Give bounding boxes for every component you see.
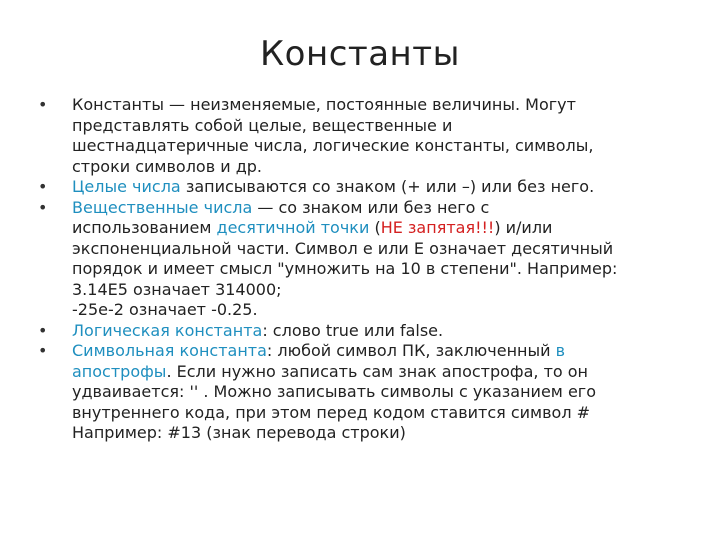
text-segment: порядок и имеет смысл "умножить на 10 в степени". Например: [72,259,618,278]
slide-title: Константы [260,34,460,74]
bullet-item [38,177,688,198]
bullet-item [38,321,688,342]
bullet-line [72,198,688,219]
bullet-line [72,177,688,198]
bullet-line [72,423,688,444]
bullet-dot-icon: • [38,341,48,360]
warning-text: НЕ запятая!!! [380,218,495,237]
highlighted-term: апострофы [72,361,167,381]
bullet-line [72,157,688,178]
highlighted-term: Символьная константа [72,341,267,360]
highlighted-term: Логическая константа [72,320,263,340]
text-segment: ) и/или [494,218,553,237]
bullet-dot-icon: • [38,177,48,196]
text-segment: записываются со знаком (+ или –) или без него. [180,177,595,196]
text-segment: : любой символ ПК, заключенный [266,341,556,360]
highlighted-term: Целые числа [72,177,181,196]
text-segment: использованием [72,218,217,237]
bullet-line [72,280,688,301]
highlighted-term: Вещественные числа [72,197,253,217]
text-segment: удваивается: '' . Можно записывать символы с указанием его [72,382,596,401]
text-segment: . Если нужно записать сам знак апострофа, то он [166,361,589,381]
text-segment: шестнадцатеричные числа, логические константы, символы, [72,136,594,155]
bullet-line [72,341,688,362]
bullet-dot-icon: • [38,95,48,114]
bullet-list [38,95,688,444]
bullet-item [38,198,688,321]
highlighted-term: в [555,341,566,360]
bullet-line [72,300,688,321]
bullet-item [38,95,688,177]
text-segment: — со знаком или без него с [252,197,490,217]
text-segment: : слово true или false. [262,320,444,340]
bullet-item [38,341,688,444]
bullet-line [72,382,688,403]
bullet-line [72,116,688,137]
highlighted-term: десятичной точки [216,218,370,237]
text-segment: 3.14E5 означает 314000; [72,279,282,299]
text-segment: представлять собой целые, вещественные и [72,115,453,135]
text-segment: Константы — неизменяемые, постоянные величины. Могут [72,95,576,114]
bullet-line [72,95,688,116]
text-segment: внутреннего кода, при этом перед кодом ставится символ # [72,402,591,422]
text-segment: строки символов и др. [72,156,263,176]
text-segment: экспоненциальной части. Символ e или E означает десятичный [72,238,614,258]
bullet-line [72,321,688,342]
bullet-dot-icon: • [38,197,48,217]
bullet-line [72,259,688,280]
text-segment: Например: #13 (знак перевода строки) [72,423,406,442]
bullet-line [72,218,688,239]
bullet-line [72,239,688,260]
bullet-dot-icon: • [38,320,48,340]
bullet-line [72,403,688,424]
bullet-line [72,362,688,383]
bullet-line [72,136,688,157]
text-segment: ( [369,218,381,237]
text-segment: -25e-2 означает -0.25. [72,300,258,319]
